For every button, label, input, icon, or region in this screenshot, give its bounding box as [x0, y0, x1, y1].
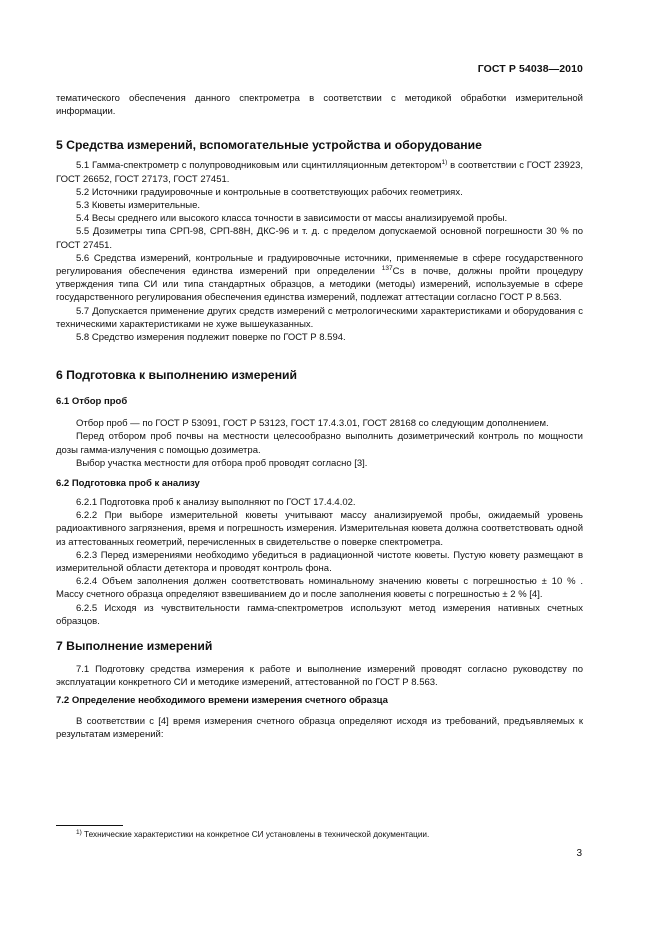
footnote-text: Технические характеристики на конкретное СИ установлены в технической документации. [81, 830, 430, 839]
page-number: 3 [576, 848, 582, 859]
paragraph-5-7: 5.7 Допускается применение других средств измерений с метрологическими характеристиками и оборудования с техническими характеристиками не хуже вышеуказанных. [56, 305, 583, 330]
section-6-heading: 6 Подготовка к выполнению измерений [56, 368, 298, 383]
paragraph-5-5: 5.5 Дозиметры типа СРП-98, СРП-88Н, ДКС-96 и т. д. с пределом допускаемой основной погрешности 30 % по ГОСТ 27451. [56, 226, 583, 251]
paragraph-6-2-2: 6.2.2 При выборе измерительной кюветы учитывают массу анализируемой пробы, ожидаемый уровень радиоактивного загрязнения, время и погрешность измерения. Измерительная кювета должна соответствовать одной из аттестованных геометрий, перечисленных в свидетельстве о поверке спектрометра. [56, 510, 583, 548]
paragraph-5-4: 5.4 Весы среднего или высокого класса точности в зависимости от массы анализируемой пробы. [76, 213, 508, 225]
isotope-mass-number: 137 [381, 265, 393, 273]
paragraph-5-3: 5.3 Кюветы измерительные. [76, 200, 201, 212]
paragraph-6-2-3: 6.2.3 Перед измерениями необходимо убедиться в радиационной чистоте кюветы. Пустую кювету размещают в измерительной области детектора и проводят контроль фона. [56, 549, 583, 575]
paragraph-5-6-text: 5.6 Средства измерений, контрольные и градуировочные источники, применяемые в сфере государственного регулирования обеспечения единства измерений при определении [56, 252, 583, 278]
footnote-separator [56, 825, 123, 826]
paragraph-5-1-text: 5.1 Гамма-спектрометр с полупроводниковым или сцинтилляционным детектором [76, 160, 442, 172]
intro-paragraph: тематического обеспечения данного спектрометра в соответствии с методикой обработки измерительной информации. [56, 93, 583, 118]
subsection-6-2-heading: 6.2 Подготовка проб к анализу [56, 478, 200, 490]
paragraph-6-2-4: 6.2.4 Объем заполнения должен соответствовать номинальному значению кюветы с погрешностью ± 10 % . Массу счетного образца определяют взвешиванием до и после заполнения кюветы с погрешностью ± 2 % [4]. [56, 576, 583, 601]
paragraph-5-8: 5.8 Средство измерения подлежит поверке по ГОСТ Р 8.594. [76, 332, 346, 344]
paragraph-5-1 [56, 159, 583, 185]
paragraph-5-1-text-end: в соответствии с ГОСТ 23923, ГОСТ 26652, ГОСТ 27173, ГОСТ 27451. [56, 160, 583, 185]
section-7-heading: 7 Выполнение измерений [56, 639, 213, 654]
footnote-ref: 1) [441, 159, 448, 167]
page-content [56, 92, 583, 741]
footnote-marker: 1) [76, 829, 82, 836]
paragraph-6-1-c: Выбор участка местности для отбора проб проводят согласно [3]. [76, 457, 368, 469]
paragraph-5-2: 5.2 Источники градуировочные и контрольные в соответствующих рабочих геометриях. [76, 186, 463, 198]
standard-header: ГОСТ Р 54038—2010 [477, 63, 583, 75]
paragraph-6-1-a: Отбор проб — по ГОСТ Р 53091, ГОСТ Р 53123, ГОСТ 17.4.3.01, ГОСТ 28168 со следующим дополнением. [76, 418, 549, 430]
paragraph-6-2-1: 6.2.1 Подготовка проб к анализу выполняют по ГОСТ 17.4.4.02. [76, 497, 356, 509]
paragraph-7-2: В соответствии с [4] время измерения счетного образца определяют исходя из требований, предъявляемых к результатам измерений: [56, 715, 583, 740]
paragraph-5-6-text-end: Cs в почве, должны пройти процедуру утверждения типа СИ или типа стандартных образцов, а методики (методы) измерений, используемые в сфере государственного регулирования обеспечения единства измерений, подлежат аттестации согласно ГОСТ Р 8.563. [56, 266, 584, 304]
paragraph-5-6 [56, 252, 583, 305]
footnote [76, 829, 429, 840]
subsection-7-2-heading: 7.2 Определение необходимого времени измерения счетного образца [56, 694, 388, 706]
subsection-6-1-heading: 6.1 Отбор проб [56, 396, 128, 408]
paragraph-7-1: 7.1 Подготовку средства измерения к работе и выполнение измерений проводят согласно руководству по эксплуатации конкретного СИ и методике измерений, аттестованной по ГОСТ Р 8.563. [56, 664, 583, 689]
paragraph-6-2-5: 6.2.5 Исходя из чувствительности гамма-спектрометров используют метод измерения нативных счетных образцов. [56, 602, 583, 627]
section-5-heading: 5 Средства измерений, вспомогательные устройства и оборудование [56, 138, 482, 153]
paragraph-6-1-b: Перед отбором проб почвы на местности целесообразно выполнить дозиметрический контроль по мощности дозы гамма-излучения с помощью дозиметра. [56, 431, 583, 456]
